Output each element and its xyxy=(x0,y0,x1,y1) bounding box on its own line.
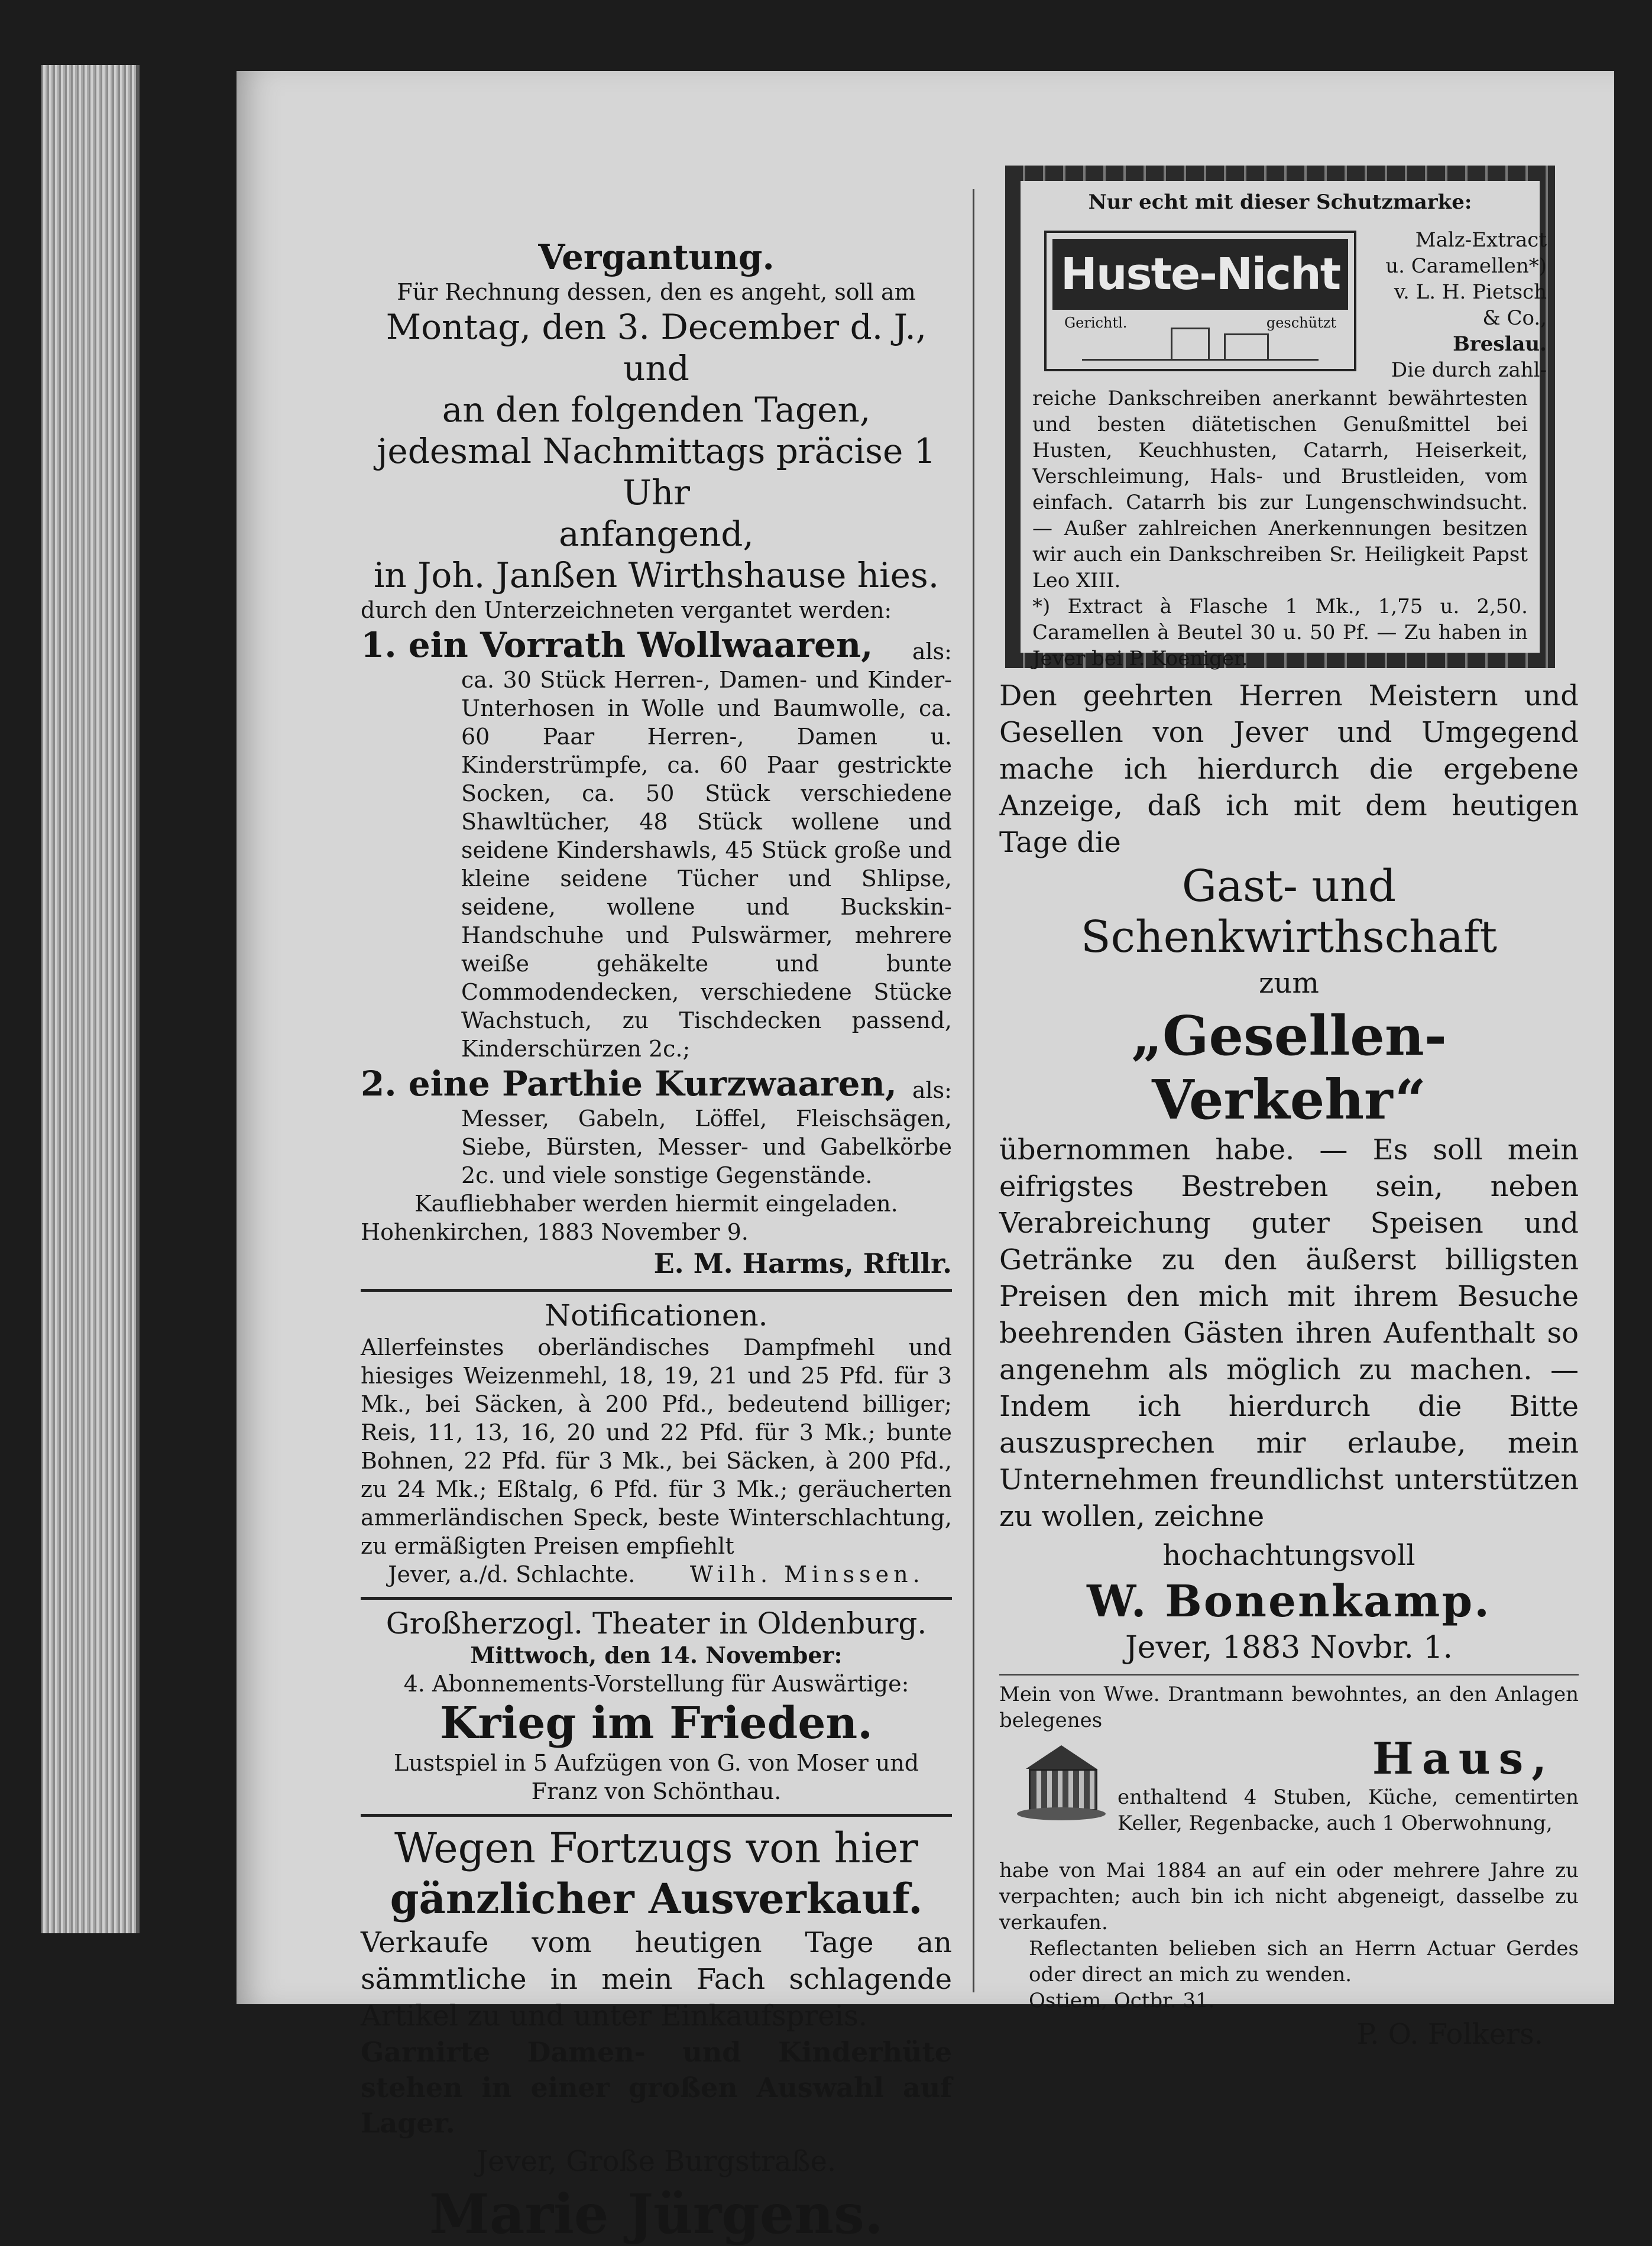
vergantung-line4: jedesmal Nachmittags präcise 1 Uhr xyxy=(377,431,936,513)
haus-text: habe von Mai 1884 an auf ein oder mehrere Jahre zu verpachten; auch bin ich nicht abgeneigt, dasselbe zu verkaufen. xyxy=(999,1859,1579,1934)
item2-als: als: xyxy=(912,1077,952,1103)
vergantung-line5: anfangend, xyxy=(559,514,754,554)
notifications-title: Notificationen. xyxy=(545,1298,768,1333)
item2-head: 2. eine Parthie Kurzwaaren, xyxy=(361,1064,897,1104)
huste-side1: Malz-Extract xyxy=(1415,228,1547,252)
vergantung-line3: an den folgenden Tagen, xyxy=(442,390,871,430)
item1-text: ca. 30 Stück Herren-, Damen- und Kinder-Unterhosen in Wolle und Baumwolle, ca. 60 Paar Herren-, Damen u. Kinderstrümpfe, ca. 60 Paar gestrickte Socken, ca. 50 Stück verschiedene Shawltücher, 48 Stück wollene und seidene Kindershawls, 45 Stück große und kleine seidene Tücher und Shlipse, seidene, wollene und Buckskin-Handschuhe und Pulswärmer, mehrere weiße gehäkelte und bunte Commodendecken, verschiedene Stücke Wachstuch, zu Tischdecken passend, Kinderschürzen 2c.; xyxy=(461,667,952,1062)
gesellen-head2: „Gesellen-Verkehr“ xyxy=(1131,1004,1447,1132)
item1-als: als: xyxy=(912,639,952,665)
column-divider xyxy=(973,189,974,1992)
vergantung-line1: Für Rechnung dessen, den es angeht, soll am xyxy=(397,279,916,305)
ausverkauf-name: Marie Jürgens. xyxy=(429,2182,883,2246)
huste-nicht-logo xyxy=(1044,231,1356,371)
notifications-name: Wilh. Minssen. xyxy=(689,1561,925,1587)
haus-intro: Mein von Wwe. Drantmann bewohntes, an den Anlagen belegenes xyxy=(999,1683,1579,1732)
theater-ad xyxy=(361,1606,952,1806)
haus-head: Haus, xyxy=(1372,1733,1555,1784)
theater-desc: Lustspiel in 5 Aufzügen von G. von Moser und Franz von Schönthau. xyxy=(393,1750,919,1804)
section-rule xyxy=(361,1597,952,1600)
gesellen-intro: Den geehrten Herren Meistern und Gesellen von Jever und Umgegend mache ich hierdurch die ergebene Anzeige, daß ich mit dem heutigen Tage die xyxy=(999,679,1579,859)
ausverkauf-text: Verkaufe vom heutigen Tage an sämmtliche in mein Fach schlagende Artikel zu und unter Einkaufspreis. xyxy=(361,1926,952,2033)
ausverkauf-bold-text: Garnirte Damen- und Kinderhüte stehen in einer großen Auswahl auf Lager. xyxy=(361,2036,952,2139)
gesellen-name: W. Bonenkamp. xyxy=(1087,1576,1491,1627)
huste-side6: Die durch zahl- xyxy=(1391,358,1547,382)
left-column xyxy=(361,236,952,2246)
gesellen-text: übernommen habe. — Es soll mein eifrigstes Bestreben sein, neben Verabreichung guter Speisen und Getränke zu den äußerst billigsten Preisen den mich mit ihrem Besuche beehrenden Gästen ihren Aufenthalt so angenehm als möglich zu machen. — Indem ich hierdurch die Bitte auszusprechen mir erlaube, mein Unternehmen freundlichst unterstützen zu wollen, zeichne xyxy=(999,1133,1579,1533)
huste-side xyxy=(1358,227,1547,383)
haus-ad xyxy=(999,1681,1579,2055)
huste-side2: u. Caramellen*) xyxy=(1385,254,1547,278)
item2-text: Messer, Gabeln, Löffel, Fleischsägen, Siebe, Bürsten, Messer- und Gabelkörbe 2c. und viele sonstige Gegenstände. xyxy=(461,1106,952,1188)
haus-signature: P. O. Folkers. xyxy=(1356,2018,1543,2051)
huste-side4: & Co., xyxy=(1482,306,1547,330)
ausverkauf-head1: Wegen Fortzugs von hier xyxy=(394,1824,919,1872)
item1-head: 1. ein Vorrath Wollwaaren, xyxy=(361,625,873,665)
vergantung-line7: durch den Unterzeichneten vergantet werden: xyxy=(361,597,892,623)
vergantung-place-date: Hohenkirchen, 1883 November 9. xyxy=(361,1219,749,1245)
logo-illustration xyxy=(1082,328,1319,361)
logo-left: Gerichtl. xyxy=(1064,315,1128,331)
vergantung-ad xyxy=(361,236,952,1281)
haus-desc: enthaltend 4 Stuben, Küche, cementirten Keller, Regenbacke, auch 1 Oberwohnung, xyxy=(1117,1785,1579,1835)
gesellen-date: Jever, 1883 Novbr. 1. xyxy=(1125,1630,1453,1665)
theater-line: 4. Abonnements-Vorstellung für Auswärtige: xyxy=(403,1671,909,1697)
gesellen-ad xyxy=(999,678,1579,1668)
newspaper-page xyxy=(237,71,1614,2246)
theater-play: Krieg im Frieden. xyxy=(440,1698,873,1749)
haus-head-block xyxy=(999,1733,1579,1858)
item2-heading xyxy=(361,1063,952,1104)
huste-nicht-ad xyxy=(1005,166,1555,668)
notifications-signature xyxy=(361,1560,952,1589)
item1-heading xyxy=(361,624,952,666)
huste-side5: Breslau. xyxy=(1453,332,1547,356)
haus-place-date: Ostiem, Octbr. 31. xyxy=(1029,1989,1215,2012)
page-edges xyxy=(41,65,140,1933)
vergantung-line2: Montag, den 3. December d. J., und xyxy=(386,307,927,388)
house-icon xyxy=(1017,1745,1106,1822)
vergantung-signature: E. M. Harms, Rftllr. xyxy=(653,1247,952,1279)
huste-top: Nur echt mit dieser Schutzmarke: xyxy=(1088,190,1472,214)
logo-right: geschützt xyxy=(1266,315,1336,331)
huste-body xyxy=(1032,385,1528,672)
gesellen-closing: hochachtungsvoll xyxy=(1162,1539,1415,1572)
vergantung-title: Vergantung. xyxy=(538,237,775,277)
section-rule xyxy=(999,1674,1579,1675)
ausverkauf-ad xyxy=(361,1823,952,2246)
huste-side3: v. L. H. Pietsch xyxy=(1394,280,1547,304)
section-rule xyxy=(361,1814,952,1817)
right-column xyxy=(999,166,1579,2055)
notifications-place: Jever, a./d. Schlachte. xyxy=(388,1561,636,1587)
logo-text: Huste-Nicht xyxy=(1052,239,1348,310)
notifications-ad xyxy=(361,1298,952,1589)
notifications-text: Allerfeinstes oberländisches Dampfmehl und hiesiges Weizenmehl, 18, 19, 21 und 25 Pfd. für 3 Mk., bei Säcken, à 200 Pfd., bedeutend billiger; Reis, 11, 13, 16, 20 und 22 Pfd. für 3 Mk.; bunte Bohnen, 22 Pfd. für 3 Mk., bei Säcken, à 200 Pfd., zu 24 Mk.; Eßtalg, 6 Pfd. für 3 Mk.; geräucherten ammerländischen Speck, beste Winterschlachtung, zu ermäßigten Preisen empfiehlt xyxy=(361,1334,952,1559)
vergantung-line6: in Joh. Janßen Wirthshause hies. xyxy=(373,555,940,595)
section-rule xyxy=(361,1289,952,1292)
theater-title: Großherzogl. Theater in Oldenburg. xyxy=(386,1606,927,1641)
gesellen-zum: zum xyxy=(1259,967,1319,1000)
huste-note: *) Extract à Flasche 1 Mk., 1,75 u. 2,50. Caramellen à Beutel 30 u. 50 Pf. — Zu haben in Jever bei P. Koeniger. xyxy=(1032,595,1528,670)
vergantung-invite: Kaufliebhaber werden hiermit eingeladen. xyxy=(414,1191,898,1217)
theater-date: Mittwoch, den 14. November: xyxy=(470,1642,843,1668)
ausverkauf-address: Jever, Große Burgstraße. xyxy=(476,2145,837,2178)
gesellen-head1: Gast- und Schenkwirthschaft xyxy=(1080,861,1498,962)
huste-text: reiche Dankschreiben anerkannt bewährtesten und besten diätetischen Genußmittel bei Husten, Keuchhusten, Catarrh, Heiserkeit, Verschleimung, Hals- und Brustleiden, vom einfach. Catarrh bis zur Lungenschwindsucht. — Außer zahlreichen Anerkennungen besitzen wir auch ein Dankschreiben Sr. Heiligkeit Papst Leo XIII. xyxy=(1032,387,1528,592)
haus-contact: Reflectanten belieben sich an Herrn Actuar Gerdes oder direct an mich zu wenden. xyxy=(1029,1937,1579,1986)
ausverkauf-head2: gänzlicher Ausverkauf. xyxy=(390,1874,923,1923)
